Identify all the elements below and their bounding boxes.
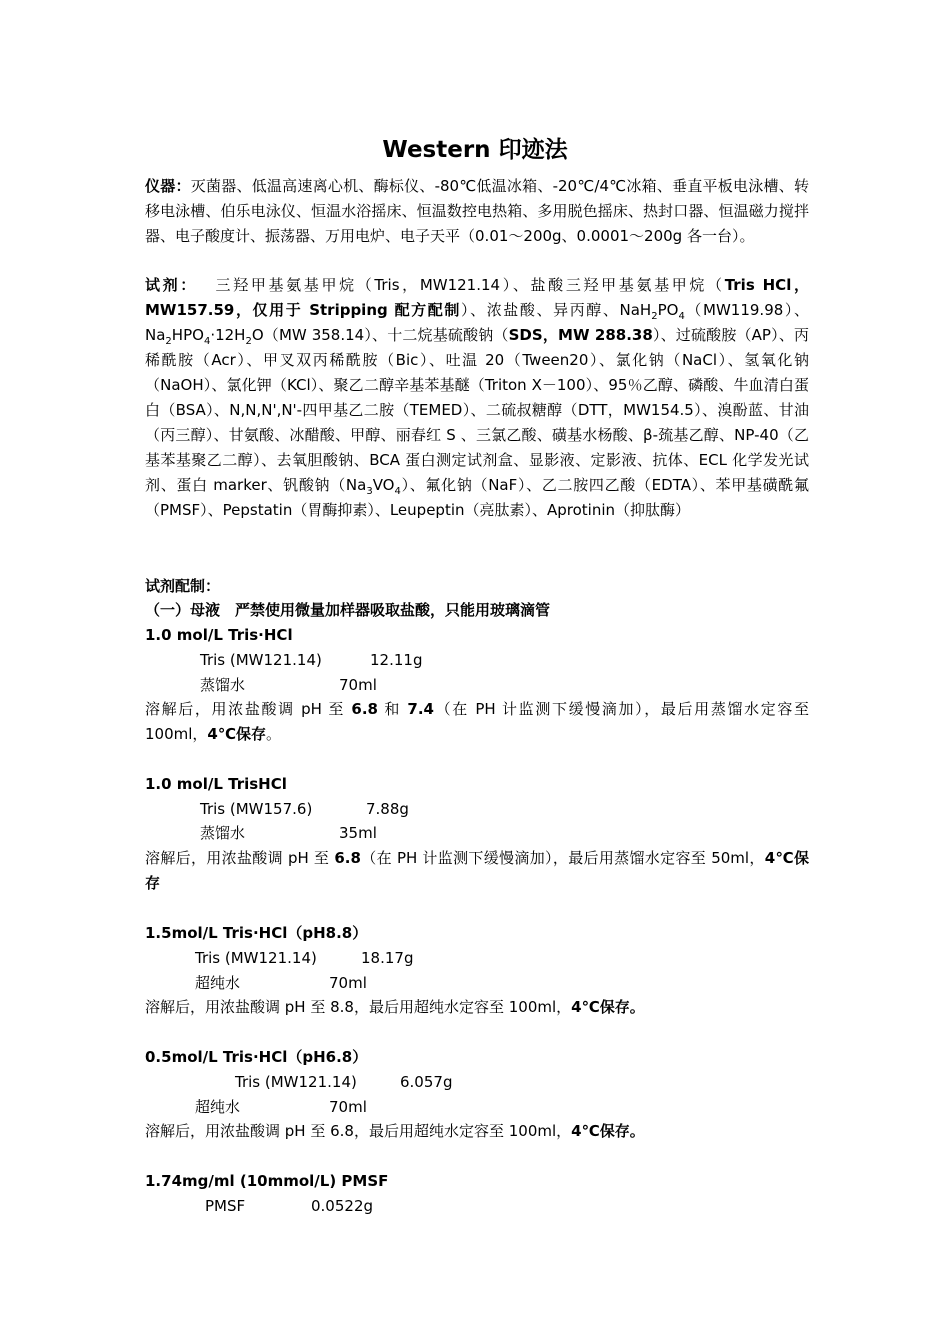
ingredient-name: Tris (MW121.14) [235,1073,357,1091]
ingredient-name: PMSF [205,1197,246,1215]
reagents-bold-text: Tris HCl，MW157.59，仅用于 Stripping 配方配制 [145,276,809,319]
ingredient-name: 超纯水 [195,974,241,992]
recipe-title: 1.0 mol/L Tris·HCl [145,626,293,644]
subscript: 3 [366,486,373,497]
page-title: Western 印迹法 [382,137,568,163]
recipe-note [145,995,645,1020]
note-text: （在 PH 计监测下缓慢滴加），最后用蒸馏水定容至 50ml， [360,849,765,867]
ingredient-amount: 70ml [329,1098,367,1116]
note-bold: 4℃保存。 [571,1122,645,1140]
recipe-note [145,846,809,896]
ingredient-name: 蒸馏水 [200,824,246,842]
ingredient-name: Tris (MW157.6) [200,800,313,818]
section-heading: （一）母液 严禁使用微量加样器吸取盐酸，只能用玻璃滴管 [145,601,551,619]
note-bold: 6.8 [334,849,361,867]
note-text: 溶解后，用浓盐酸调 pH 至 [145,849,335,867]
ingredient-row [195,1095,595,1120]
ingredient-row [200,797,600,822]
subscript: 2 [245,336,252,347]
ingredient-amount: 35ml [339,824,377,842]
subscript: 4 [678,311,685,322]
ingredient-amount: 12.11g [370,651,423,669]
subscript: 2 [165,336,172,347]
reagents-text: VO [372,476,395,494]
note-text: 溶解后，用浓盐酸调 pH 至 8.8，最后用超纯水定容至 100ml， [145,998,572,1016]
reagents-text: ）、过硫酸胺（AP）、丙稀酰胺（Acr）、甲叉双丙稀酰胺（Bic）、吐温 20（Tween20）、氯化钠（NaCl）、氢氧化钠（NaOH）、氯化钾（KCl）、聚乙二醇辛基苯基醚（Triton X－100）、95％乙醇、磷酸、牛血清白蛋白（BSA）、N,N,N',N'-四甲基乙二胺（TEMED）、二硫叔糖醇（DTT，MW154.5）、溴酚蓝、甘油（丙三醇）、甘氨酸、冰醋酸、甲醇、丽春红 S 、三氯乙酸、磺基水杨酸、β-巯基乙醇、NP-40（乙基苯基聚乙二醇）、去氧胆酸钠、BCA 蛋白测定试剂盒、显影液、定影液、抗体、ECL 化学发光试剂、蛋白 marker、钒酸钠（Na [145,326,810,494]
instruments-text: 灭菌器、低温高速离心机、酶标仪、-80℃低温冰箱、-20℃/4℃冰箱、垂直平板电泳槽、转移电泳槽、伯乐电泳仪、恒温水浴摇床、恒温数控电热箱、多用脱色摇床、热封口器、恒温磁力搅拌器、电子酸度计、振荡器、万用电炉、电子天平（0.01～200g、0.0001～200g 各一台）。 [145,177,809,245]
note-text: （在 PH 计监测下缓慢滴加），最后用蒸馏水定容至 100ml， [145,700,809,743]
reagents-text: ·12H [210,326,246,344]
reagents-label: 试剂： [145,276,191,294]
ingredient-name: 超纯水 [195,1098,241,1116]
ingredient-amount: 18.17g [361,949,414,967]
note-bold: 4℃保存。 [571,998,645,1016]
ingredient-name: 蒸馏水 [200,676,246,694]
ingredient-row [200,673,600,698]
ingredient-amount: 70ml [339,676,377,694]
reagents-text: ）、浓盐酸、异丙醇、NaH [460,301,652,319]
note-bold: 7.4 [407,700,434,718]
note-text: 溶解后，用浓盐酸调 pH 至 [145,700,352,718]
note-text: 和 [377,700,408,718]
reagents-text: 三羟甲基氨基甲烷（Tris，MW121.14）、盐酸三羟甲基氨基甲烷（ [215,276,725,294]
instruments-paragraph [145,174,809,249]
ingredient-amount: 0.0522g [311,1197,374,1215]
prep-label: 试剂配制： [145,577,221,595]
recipe-title: 1.0 mol/L TrisHCl [145,775,287,793]
ingredient-name: Tris (MW121.14) [195,949,317,967]
subscript: 2 [651,311,658,322]
note-text: 。 [266,725,282,743]
recipe-title: 1.74mg/ml (10mmol/L) PMSF [145,1172,389,1190]
reagents-text: ）、氟化钠（NaF）、乙二胺四乙酸（EDTA）、苯甲基磺酰氟（PMSF）、Pepstatin（胃酶抑素）、Leupeptin（亮肽素）、Aprotinin（抑肽酶） [145,476,809,519]
note-bold: 6.8 [351,700,378,718]
reagents-text: PO [657,301,679,319]
recipe-title: 1.5mol/L Tris·HCl（pH8.8） [145,924,368,942]
ingredient-amount: 6.057g [400,1073,453,1091]
ingredient-row [235,1070,635,1095]
reagents-text: （MW119.98）、Na [145,301,809,344]
ingredient-row [200,648,600,673]
ingredient-row [195,946,595,971]
note-text: 溶解后，用浓盐酸调 pH 至 6.8，最后用超纯水定容至 100ml， [145,1122,572,1140]
instruments-label: 仪器： [145,177,191,195]
reagents-text: HPO [171,326,204,344]
note-bold: 4℃保存 [145,849,810,892]
recipe-note [145,1119,645,1144]
ingredient-row [200,821,600,846]
ingredient-amount: 7.88g [366,800,409,818]
note-bold: 4℃保存 [207,725,267,743]
ingredient-amount: 70ml [329,974,367,992]
ingredient-row [205,1194,605,1219]
subscript: 4 [394,486,401,497]
recipe-title: 0.5mol/L Tris·HCl（pH6.8） [145,1048,368,1066]
reagents-bold-text: SDS，MW 288.38 [508,326,653,344]
ingredient-name: Tris (MW121.14) [200,651,322,669]
subscript: 4 [203,336,211,347]
ingredient-row [195,971,595,996]
recipe-note [145,697,809,747]
reagents-paragraph [145,273,809,523]
reagents-text: O（MW 358.14）、十二烷基硫酸钠（ [251,326,509,344]
